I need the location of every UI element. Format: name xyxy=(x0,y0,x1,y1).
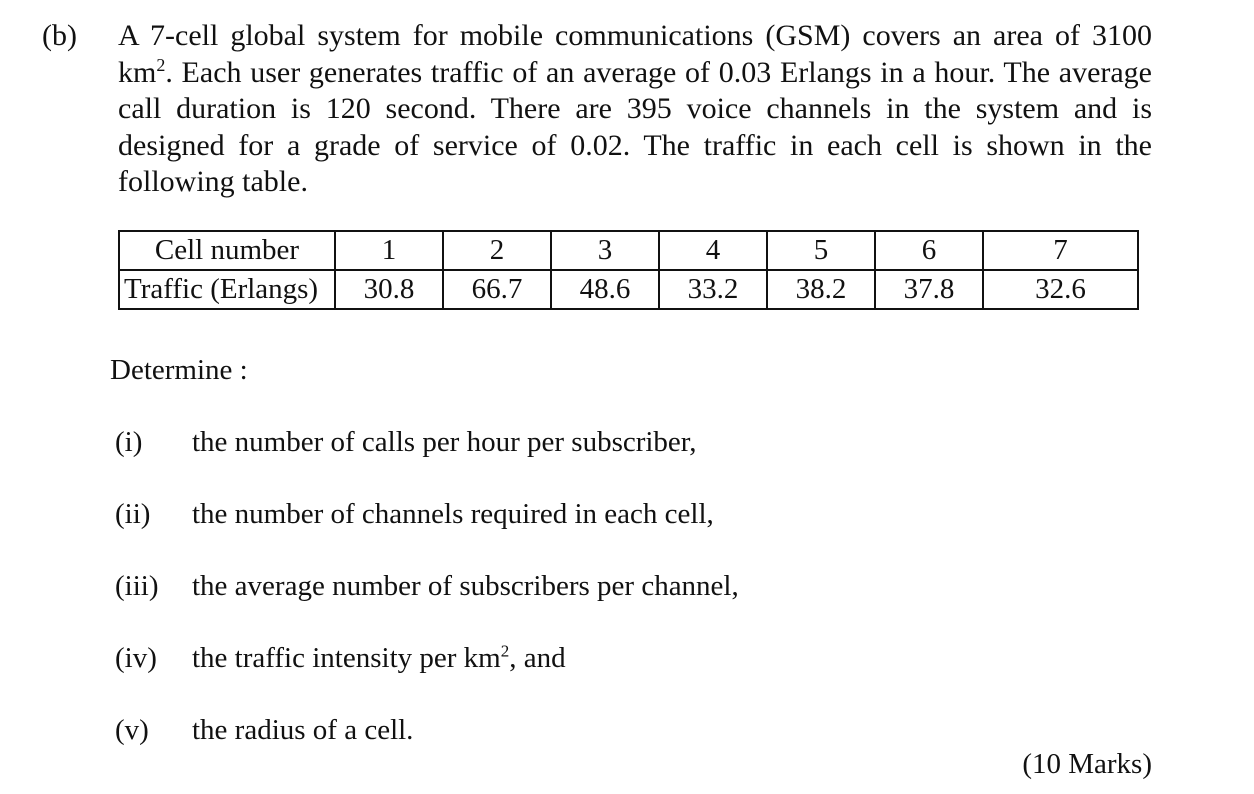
part-text: the radius of a cell. xyxy=(192,714,414,746)
part-number: (ii) xyxy=(115,498,151,530)
table-traffic-value: 32.6 xyxy=(983,270,1138,309)
km-superscript: 2 xyxy=(156,54,166,75)
part-text: the number of calls per hour per subscriber, xyxy=(192,426,697,458)
table-cell-number: 6 xyxy=(875,231,983,270)
part-number: (iv) xyxy=(115,642,157,674)
table-traffic-value: 37.8 xyxy=(875,270,983,309)
determine-label: Determine : xyxy=(110,354,248,386)
table-cell-number: 1 xyxy=(335,231,443,270)
part-number: (iii) xyxy=(115,570,159,602)
part-text-before: the traffic intensity per km xyxy=(192,642,501,674)
table-row-cell-number xyxy=(119,231,1138,270)
table-traffic-value: 48.6 xyxy=(551,270,659,309)
table-traffic-value: 66.7 xyxy=(443,270,551,309)
table-header-cell-number: Cell number xyxy=(119,231,335,270)
traffic-table xyxy=(118,230,1139,310)
question-text xyxy=(118,18,1152,201)
part-text: the average number of subscribers per channel, xyxy=(192,570,739,602)
part-number: (i) xyxy=(115,426,143,458)
table-cell-number: 4 xyxy=(659,231,767,270)
question-label: (b) xyxy=(42,19,77,52)
km-superscript: 2 xyxy=(500,641,510,661)
table-traffic-value: 33.2 xyxy=(659,270,767,309)
part-text-after: , and xyxy=(509,642,566,674)
table-header-traffic: Traffic (Erlangs) xyxy=(119,270,335,309)
table-traffic-value: 38.2 xyxy=(767,270,875,309)
table-cell-number: 2 xyxy=(443,231,551,270)
table-cell-number: 7 xyxy=(983,231,1138,270)
table-traffic-value: 30.8 xyxy=(335,270,443,309)
table-cell-number: 5 xyxy=(767,231,875,270)
part-text xyxy=(192,640,566,676)
part-text: the number of channels required in each cell, xyxy=(192,498,714,530)
question-text-part2: . Each user generates traffic of an average of 0.03 Erlangs in a hour. The average call duration is 120 second. There are 395 voice channels in the system and is designed for a grade of service of 0.02. The traffic in each cell is shown in the following table. xyxy=(118,55,1152,198)
part-number: (v) xyxy=(115,714,149,746)
marks-label: (10 Marks) xyxy=(1022,748,1152,780)
table-row-traffic xyxy=(119,270,1138,309)
question-text-part1: A 7-cell global system for mobile communications (GSM) covers an area of 3100 km xyxy=(118,19,1152,89)
table-cell-number: 3 xyxy=(551,231,659,270)
